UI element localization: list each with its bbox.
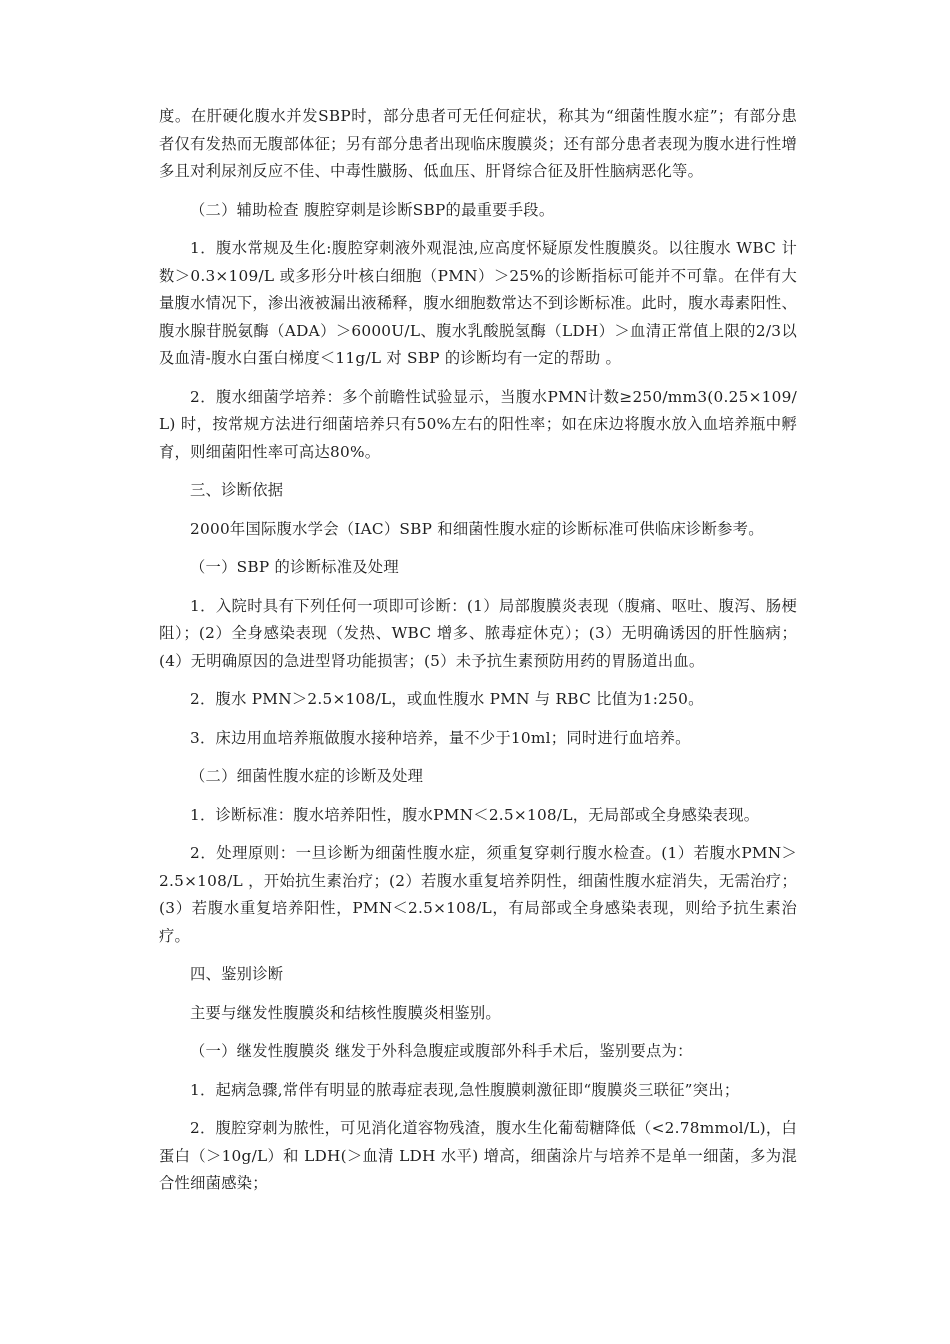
paragraph-diagnostic-standard: 1．诊断标准：腹水培养阳性，腹水PMN＜2.5×108/L，无局部或全身感染表现。 [190, 805, 760, 824]
heading-diagnosis-basis: 三、诊断依据 [190, 481, 284, 499]
paragraph-treatment-principle: 2．处理原则：一旦诊断为细菌性腹水症，须重复穿刺行腹水检查。(1）若腹水PMN＞2.5×108/L ，开始抗生素治疗；(2）若腹水重复培养阴性，细菌性腹水症消失，无需治疗；(3）若腹水重复培养阳性，PMN＜2.5×108/L，有局部或全身感染表现，则给予抗生素治疗。 [159, 844, 797, 945]
paragraph-differential-intro: 主要与继发性腹膜炎和结核性腹膜炎相鉴别。 [190, 1003, 501, 1022]
paragraph-sbp-symptoms: 度。在肝硬化腹水并发SBP时，部分患者可无任何症状，称其为“细菌性腹水症”；有部分患者仅有发热而无腹部体征；另有部分患者出现临床腹膜炎；还有部分患者表现为腹水进行性增多且对利尿剂反应不佳、中毒性臌肠、低血压、肝肾综合征及肝性脑病恶化等。 [159, 107, 797, 180]
paragraph-ascites-culture: 2．腹水细菌学培养：多个前瞻性试验显示，当腹水PMN计数≥250/mm3(0.25×109/L) 时，按常规方法进行细菌培养只有50%左右的阳性率；如在床边将腹水放入血培养瓶中孵育，则细菌阳性率可高达80%。 [159, 387, 797, 461]
heading-differential-diagnosis: 四、鉴别诊断 [190, 965, 284, 983]
heading-secondary-peritonitis: （一）继发性腹膜炎 继发于外科急腹症或腹部外科手术后，鉴别要点为： [190, 1042, 693, 1060]
heading-bacterascites: （二）细菌性腹水症的诊断及处理 [190, 767, 424, 785]
paragraph-puncture-findings: 2．腹腔穿刺为脓性，可见消化道容物残渣，腹水生化葡萄糖降低（<2.78mmol/L)，白蛋白（＞10g/L）和 LDH(＞血清 LDH 水平) 增高，细菌涂片与培养不是单一细菌，多为混合性细菌感染； [159, 1119, 797, 1192]
paragraph-acute-onset: 1．起病急骤,常伴有明显的脓毒症表现,急性腹膜刺激征即“腹膜炎三联征”突出； [190, 1080, 740, 1099]
paragraph-admission-criteria: 1．入院时具有下列任何一项即可诊断：(1）局部腹膜炎表现（腹痛、呕吐、腹泻、肠梗阻）；(2）全身感染表现（发热、WBC 增多、脓毒症休克）；(3）无明确诱因的肝性脑病；(4）无明确原因的急进型肾功能损害；(5）未予抗生素预防用药的胃肠道出血。 [159, 596, 797, 670]
heading-sbp-criteria: （一）SBP 的诊断标准及处理 [190, 558, 399, 576]
paragraph-ascites-routine: 1．腹水常规及生化:腹腔穿刺液外观混浊,应高度怀疑原发性腹膜炎。以往腹水 WBC 计数＞0.3×109/L 或多形分叶核白细胞（PMN）＞25%的诊断指标可能并不可靠。在伴有大量腹水情况下，渗出液被漏出液稀释，腹水细胞数常达不到诊断标准。此时，腹水毒素阳性、腹水腺苷脱氨酶（ADA）＞6000U/L、腹水乳酸脱氢酶（LDH）＞血清正常值上限的2/3以及血清-腹水白蛋白梯度＜11g/L 对 SBP 的诊断均有一定的帮助 。 [159, 239, 797, 367]
document-page [159, 103, 797, 1209]
paragraph-pmn-criteria: 2．腹水 PMN＞2.5×108/L，或血性腹水 PMN 与 RBC 比值为1:250。 [190, 690, 704, 708]
heading-auxiliary-exam: （二）辅助检查 腹腔穿刺是诊断SBP的最重要手段。 [190, 200, 555, 219]
paragraph-bedside-culture: 3．床边用血培养瓶做腹水接种培养，量不少于10ml；同时进行血培养。 [190, 728, 691, 747]
paragraph-iac-criteria: 2000年国际腹水学会（IAC）SBP 和细菌性腹水症的诊断标准可供临床诊断参考。 [190, 519, 764, 538]
